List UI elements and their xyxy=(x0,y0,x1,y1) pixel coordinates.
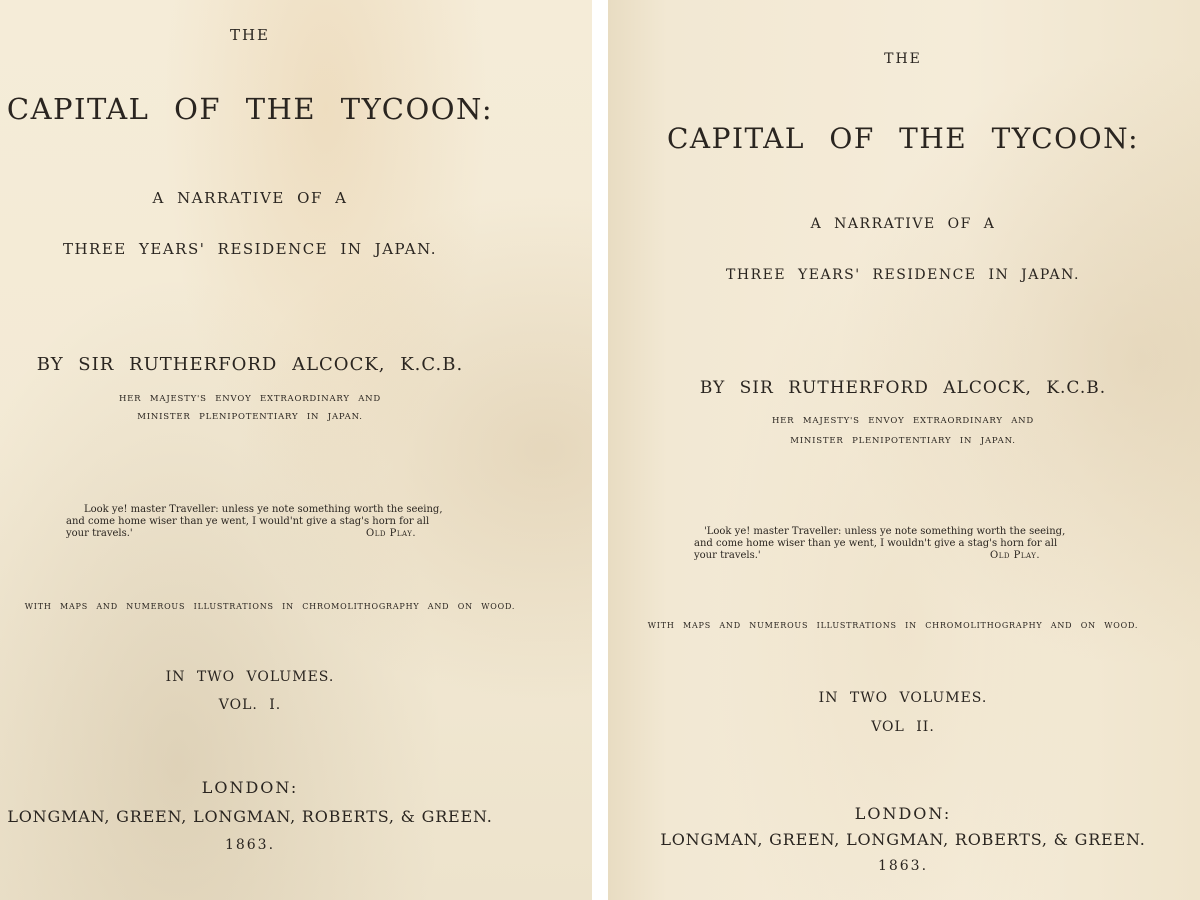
volume-number: VOL II. xyxy=(871,719,935,735)
book-title: CAPITAL OF THE TYCOON: xyxy=(6,92,494,126)
illustrations-note: WITH MAPS AND NUMEROUS ILLUSTRATIONS IN CHROMOLITHOGRAPHY AND ON WOOD. xyxy=(647,621,1139,630)
author-role-line-1: HER MAJESTY'S ENVOY EXTRAORDINARY AND xyxy=(118,394,382,404)
author-line: BY SIR RUTHERFORD ALCOCK, K.C.B. xyxy=(36,354,464,375)
publisher-city: LONDON: xyxy=(201,778,299,797)
epigraph-line-1: 'Look ye! master Traveller: unless ye note something worth the seeing, xyxy=(704,526,1066,537)
volume-number: VOL. I. xyxy=(218,697,282,713)
epigraph-line-1: Look ye! master Traveller: unless ye note something worth the seeing, xyxy=(84,504,443,515)
author-role-line-2: MINISTER PLENIPOTENTIARY IN JAPAN. xyxy=(137,412,363,422)
publisher-name: LONGMAN, GREEN, LONGMAN, ROBERTS, & GREEN. xyxy=(7,807,493,826)
publisher-name: LONGMAN, GREEN, LONGMAN, ROBERTS, & GREEN. xyxy=(660,830,1146,849)
author-line: BY SIR RUTHERFORD ALCOCK, K.C.B. xyxy=(699,378,1107,398)
volumes-count: IN TWO VOLUMES. xyxy=(165,669,335,685)
title-prefix: THE xyxy=(884,51,922,67)
epigraph-attribution: Old Play. xyxy=(990,550,1041,561)
publication-year: 1863. xyxy=(224,837,276,853)
epigraph-line-2: and come home wiser than ye went, I would'nt give a stag's horn for all xyxy=(66,516,430,527)
title-page-volume-1 xyxy=(0,0,592,900)
epigraph-quote xyxy=(66,504,443,540)
epigraph-quote xyxy=(694,526,1065,562)
publication-year: 1863. xyxy=(877,858,929,874)
volumes-count: IN TWO VOLUMES. xyxy=(818,690,988,706)
subtitle-line-2: THREE YEARS' RESIDENCE IN JAPAN. xyxy=(726,267,1080,283)
page-gutter xyxy=(592,0,608,900)
illustrations-note: WITH MAPS AND NUMEROUS ILLUSTRATIONS IN CHROMOLITHOGRAPHY AND ON WOOD. xyxy=(24,602,516,611)
publisher-city: LONDON: xyxy=(854,804,952,823)
epigraph-line-2: and come home wiser than ye went, I wouldn't give a stag's horn for all xyxy=(694,538,1058,549)
epigraph-attribution: Old Play. xyxy=(366,528,417,539)
author-role-line-2: MINISTER PLENIPOTENTIARY IN JAPAN. xyxy=(790,436,1016,446)
epigraph-line-3: your travels.' xyxy=(694,550,761,561)
subtitle-line-1: A NARRATIVE OF A xyxy=(810,216,996,232)
title-prefix: THE xyxy=(229,26,271,44)
title-page-volume-2 xyxy=(608,0,1200,900)
book-title: CAPITAL OF THE TYCOON: xyxy=(666,122,1140,155)
epigraph-line-3: your travels.' xyxy=(66,528,133,539)
subtitle-line-1: A NARRATIVE OF A xyxy=(152,189,348,207)
subtitle-line-2: THREE YEARS' RESIDENCE IN JAPAN. xyxy=(62,240,438,258)
author-role-line-1: HER MAJESTY'S ENVOY EXTRAORDINARY AND xyxy=(771,416,1035,426)
